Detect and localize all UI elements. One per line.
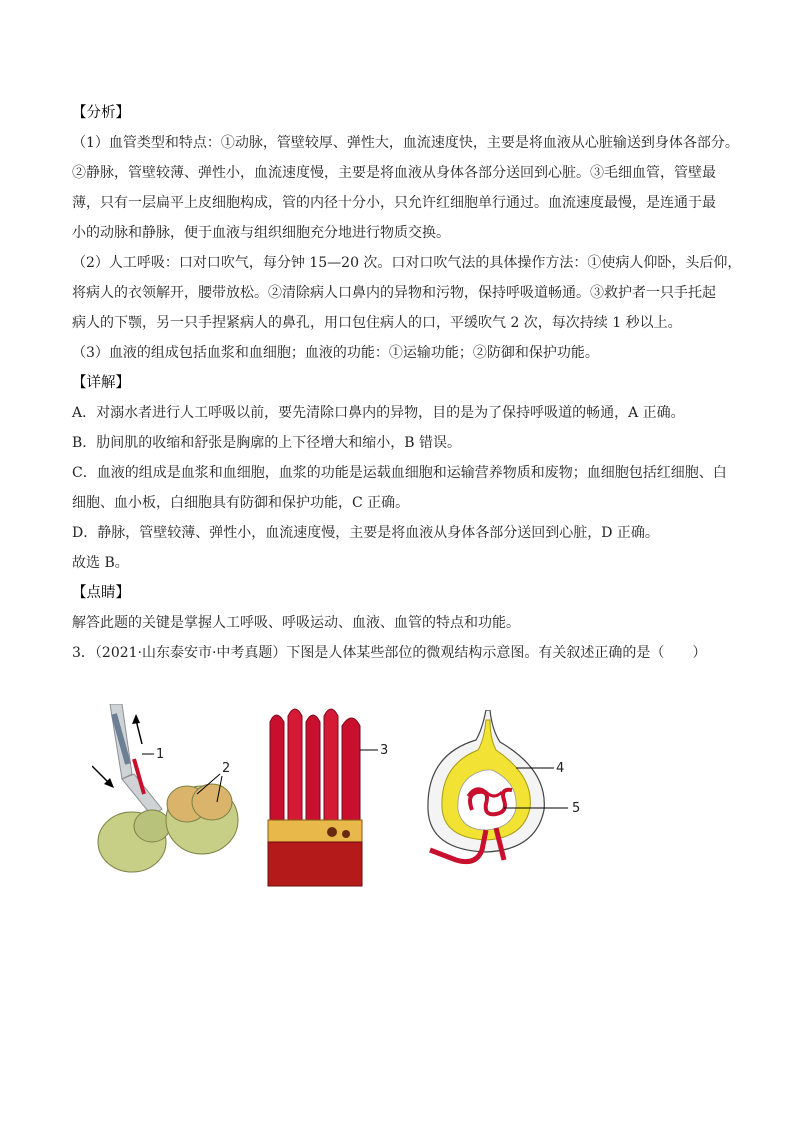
analysis-line: （1）血管类型和特点：①动脉，管壁较厚、弹性大，血流速度快，主要是将血液从心脏输送到身体各部分。 (72, 135, 739, 151)
tip-heading: 【点睛】 (72, 585, 130, 601)
villi (270, 709, 360, 822)
alveoli-figure (92, 704, 252, 884)
analysis-line: （3）血液的组成包括血浆和血细胞；血液的功能：①运输功能；②防御和保护功能。 (72, 345, 599, 361)
text-content (72, 98, 742, 668)
analysis-heading: 【分析】 (72, 105, 130, 121)
alveoli-clusters (98, 784, 238, 872)
detail-line: A．对溺水者进行人工呼吸以前，要先清除口鼻内的异物，目的是为了保持呼吸道的畅通，A 正确。 (72, 405, 685, 421)
villi-figure (262, 702, 402, 888)
intestinal-wall (268, 820, 362, 886)
detail-line: D．静脉，管壁较薄、弹性小，血流速度慢，主要是将血液从身体各部分送回到心脏，D 正确。 (72, 525, 659, 541)
nephron-figure (416, 710, 596, 870)
analysis-line: 小的动脉和静脉，便于血液与组织细胞充分地进行物质交换。 (72, 225, 450, 241)
analysis-line: 病人的下颚，另一只手捏紧病人的鼻孔，用口包住病人的口，平缓吹气 2 次，每次持续 1 秒以上。 (72, 315, 682, 331)
analysis-line: 将病人的衣领解开，腰带放松。②清除病人口鼻内的异物和污物，保持呼吸道畅通。③救护者一只手托起 (72, 285, 716, 301)
detail-line: B．肋间肌的收缩和舒张是胸廓的上下径增大和缩小，B 错误。 (72, 435, 462, 451)
question-3: 3．（2021·山东泰安市·中考真题）下图是人体某些部位的微观结构示意图。有关叙述正确的是（ ） (72, 645, 707, 661)
detail-line: 细胞、血小板，白细胞具有防御和保护功能，C 正确。 (72, 495, 410, 511)
tip-line: 解答此题的关键是掌握人工呼吸、呼吸运动、血液、血管的特点和功能。 (72, 615, 520, 631)
label-2: 2 (222, 761, 231, 776)
analysis-line: ②静脉，管壁较薄、弹性小，血流速度慢，主要是将血液从身体各部分送回到心脏。③毛细血管，管壁最 (72, 165, 716, 181)
label-5: 5 (572, 801, 581, 816)
detail-heading: 【详解】 (72, 375, 130, 391)
figure-row (0, 700, 794, 900)
detail-line: 故选 B。 (72, 555, 129, 571)
analysis-line: （2）人工呼吸：口对口吹气，每分钟 15—20 次。口对口吹气法的具体操作方法：①使病人仰卧，头后仰， (72, 255, 742, 271)
label-4: 4 (556, 761, 565, 776)
detail-line: C．血液的组成是血浆和血细胞，血浆的功能是运载血细胞和运输营养物质和废物；血细胞包括红细胞、白 (72, 465, 727, 481)
label-3: 3 (380, 743, 389, 758)
label-1: 1 (156, 747, 165, 762)
analysis-line: 薄，只有一层扁平上皮细胞构成，管的内径十分小，只允许红细胞单行通过。血流速度最慢，是连通于最 (72, 195, 716, 211)
